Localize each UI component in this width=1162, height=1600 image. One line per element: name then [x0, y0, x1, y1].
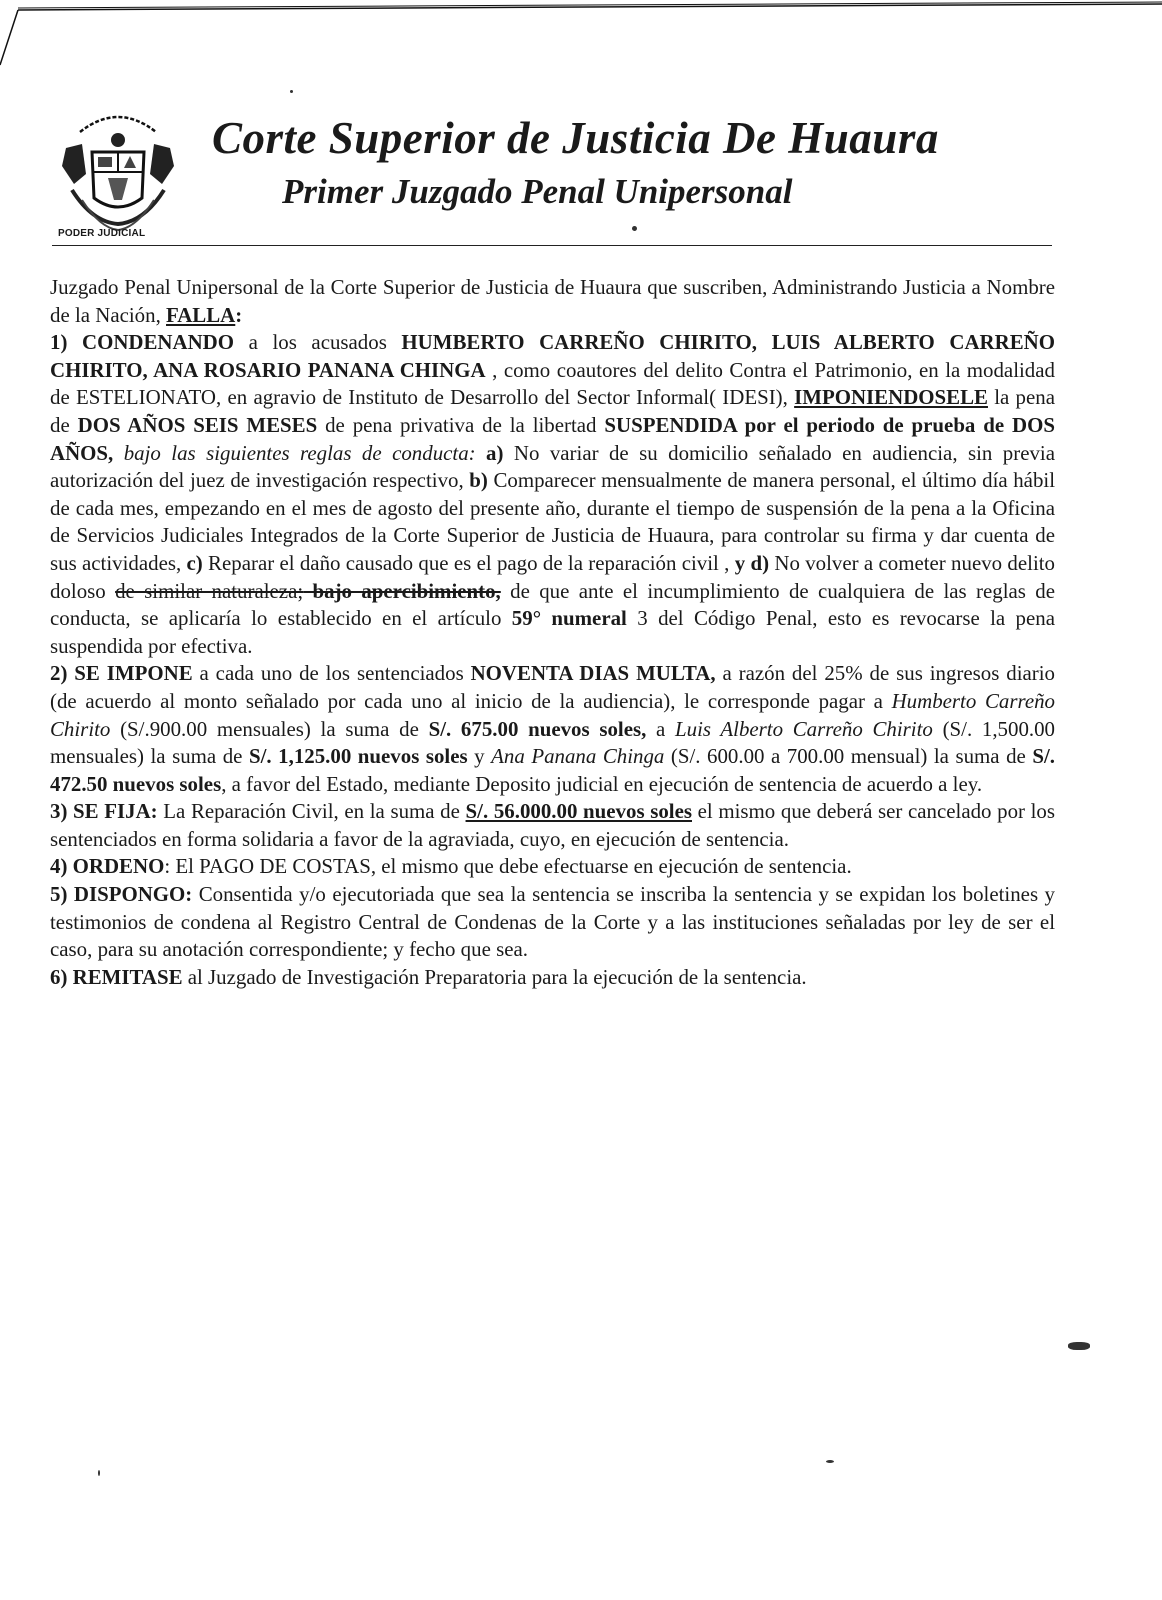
item-2: 2) SE IMPONE a cada uno de los sentenciados NOVENTA DIAS MULTA, a razón del 25% de sus ingresos diario (de acuerdo al monto señalado por cada uno al inicio de la audiencia), le corresponde pagar a Humberto Carreño Chirito (S/.900.00 mensuales) la suma de S/. 675.00 nuevos soles, a Luis Alberto Carreño Chirito (S/. 1,500.00 mensuales) la suma de S/. 1,125.00 nuevos soles y Ana Panana Chinga (S/. 600.00 a 700.00 mensual) la suma de S/. 472.50 nuevos soles, a favor del Estado, mediante Deposito judicial en ejecución de sentencia de acuerdo a ley.: [50, 661, 1056, 796]
scan-border-line: [0, 0, 1162, 80]
intro-paragraph: Juzgado Penal Unipersonal de la Corte Superior de Justicia de Huaura que suscriben, Administrando Justicia a Nombre de la Nación, FALLA:: [50, 275, 1055, 327]
item-4: 4) ORDENO: El PAGO DE COSTAS, el mismo que debe efectuarse en ejecución de sentencia.: [50, 854, 852, 879]
item-6: 6) REMITASE al Juzgado de Investigación Preparatoria para la ejecución de la sentencia.: [50, 964, 807, 989]
header-divider: [52, 245, 1052, 246]
verdict-body: [50, 274, 1055, 991]
scan-speck: [826, 1460, 834, 1463]
scan-speck: [632, 226, 637, 231]
scan-speck: [1068, 1342, 1090, 1350]
seal-caption: PODER JUDICIAL: [58, 228, 146, 239]
item-3: 3) SE FIJA: La Reparación Civil, en la suma de S/. 56.000.00 nuevos soles el mismo que deberá ser cancelado por los sentenciados en forma solidaria a favor de la agraviada, cuyo, en ejecución de sentencia.: [50, 799, 1056, 851]
accused-names: HUMBERTO CARREÑO CHIRITO, LUIS ALBERTO CARREÑO CHIRITO, ANA ROSARIO PANANA CHINGA: [50, 330, 1055, 382]
court-subtitle: Primer Juzgado Penal Unipersonal: [282, 172, 793, 211]
scan-speck: [98, 1470, 100, 1476]
item-5: 5) DISPONGO: Consentida y/o ejecutoriada que sea la sentencia se inscriba la sentencia y se expidan los boletines y testimonios de condena al Registro Central de Condenas de la Corte y a las instituciones señaladas por ley de ser el caso, para su anotación correspondiente; y fecho que sea.: [50, 882, 1055, 962]
falla-label: FALLA: [166, 302, 236, 327]
item-1: 1) CONDENANDO a los acusados HUMBERTO CARREÑO CHIRITO, LUIS ALBERTO CARREÑO CHIRITO, ANA ROSARIO PANANA CHINGA , como coautores del delito Contra el Patrimonio, en la modalidad de ESTELIONATO, en agravio de Instituto de Desarrollo del Sector Informal( IDESI), IMPONIENDOSELE la pena de DOS AÑOS SEIS MESES de pena privativa de la libertad SUSPENDIDA por el periodo de prueba de DOS AÑOS, bajo las siguientes reglas de conducta: a) No variar de su domicilio señalado en audiencia, sin previa autorización del juez de investigación respectivo, b) Comparecer mensualmente de manera personal, el último día hábil de cada mes, empezando en el mes de agosto del presente año, durante el tiempo de suspensión de la pena a la Oficina de Servicios Judiciales Integrados de la Corte Superior de Justicia de Huaura, para controlar su firma y dar cuenta de sus actividades, c) Reparar el daño causado que es el pago de la reparación civil , y d) No volver a cometer nuevo delito doloso de similar naturaleza; bajo apercibimiento, de que ante el incumplimiento de cualquiera de las reglas de conducta, se aplicaría lo establecido en el artículo 59° numeral 3 del Código Penal, esto es revocarse la pena suspendida por efectiva.: [50, 330, 1056, 658]
court-title: Corte Superior de Justicia De Huaura: [212, 113, 939, 163]
scan-speck: [290, 90, 293, 93]
coat-of-arms-icon: [52, 104, 184, 244]
